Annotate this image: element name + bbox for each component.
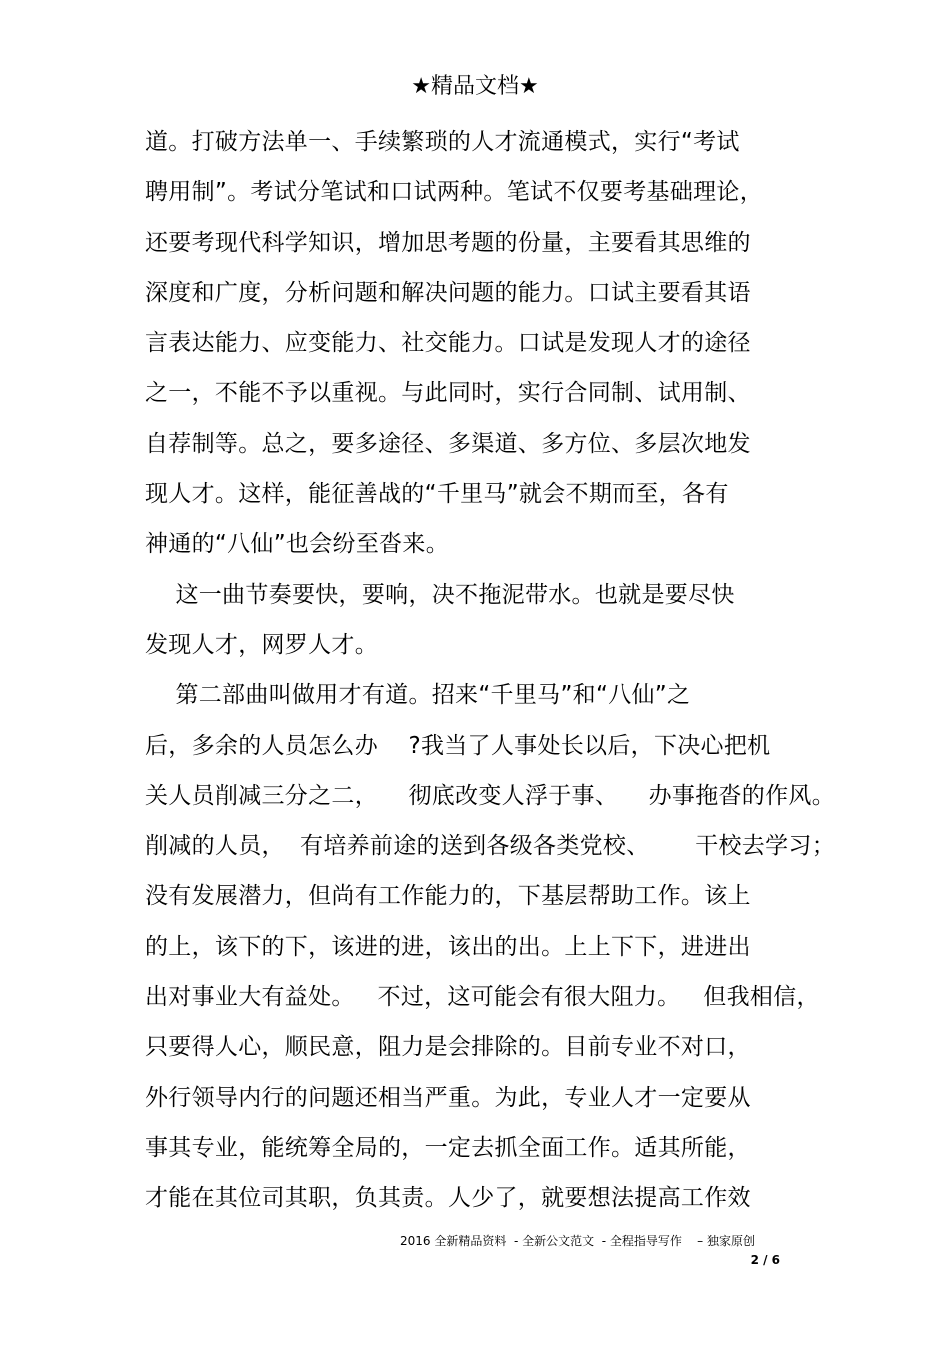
text-line: 道。打破方法单一、手续繁琐的人才流通模式，实行“考试	[145, 129, 740, 155]
text-line: 发现人才，网罗人才。	[145, 631, 378, 658]
text-line: 关人员削减三分之二， 彻底改变人浮于事、 办事拖沓的作风。	[145, 782, 835, 809]
text-line: 聘用制”。考试分笔试和口试两种。笔试不仅要考基础理论，	[145, 179, 764, 206]
text-line: 事其专业，能统筹全局的，一定去抓全面工作。适其所能，	[145, 1134, 751, 1161]
page-header-title: ★精品文档★	[411, 74, 539, 99]
text-line: 后，多余的人员怎么办 ?我当了人事处长以后，下决心把机	[145, 732, 771, 759]
text-line: 的上，该下的下，该进的进，该出的出。上上下下，进进出	[145, 933, 751, 960]
text-line: 神通的“八仙”也会纷至沓来。	[145, 531, 450, 558]
text-line: 出对事业大有益处。 不过，这可能会有很大阻力。 但我相信，	[145, 984, 820, 1011]
document-body	[145, 123, 835, 1230]
text-line: 自荐制等。总之，要多途径、多渠道、多方位、多层次地发	[145, 430, 751, 457]
text-line: 这一曲节奏要快，要响，决不拖泥带水。也就是要尽快	[145, 581, 735, 608]
text-line: 才能在其位司其职，负其责。人少了，就要想法提高工作效	[145, 1185, 751, 1212]
text-line: 外行领导内行的问题还相当严重。为此，专业人才一定要从	[145, 1084, 751, 1111]
text-line: 言表达能力、应变能力、社交能力。口试是发现人才的途径	[145, 330, 751, 357]
page-number: 2 / 6	[750, 1253, 780, 1267]
text-line: 还要考现代科学知识，增加思考题的份量，主要看其思维的	[145, 229, 751, 256]
text-line: 第二部曲叫做用才有道。招来“千里马”和“八仙”之	[145, 682, 691, 709]
page-footer-text: 2016 全新精品资料 - 全新公文范文 - 全程指导写作 – 独家原创	[400, 1234, 755, 1248]
text-line: 现人才。这样，能征善战的“千里马”就会不期而至，各有	[145, 481, 729, 508]
text-line: 深度和广度，分析问题和解决问题的能力。口试主要看其语	[145, 279, 751, 306]
text-line: 之一，不能不予以重视。与此同时，实行合同制、试用制、	[145, 380, 751, 407]
text-line: 只要得人心，顺民意，阻力是会排除的。目前专业不对口，	[145, 1034, 751, 1061]
text-line: 没有发展潜力，但尚有工作能力的，下基层帮助工作。该上	[145, 883, 751, 910]
text-line: 削减的人员， 有培养前途的送到各级各类党校、 干校去学习；	[145, 833, 835, 860]
